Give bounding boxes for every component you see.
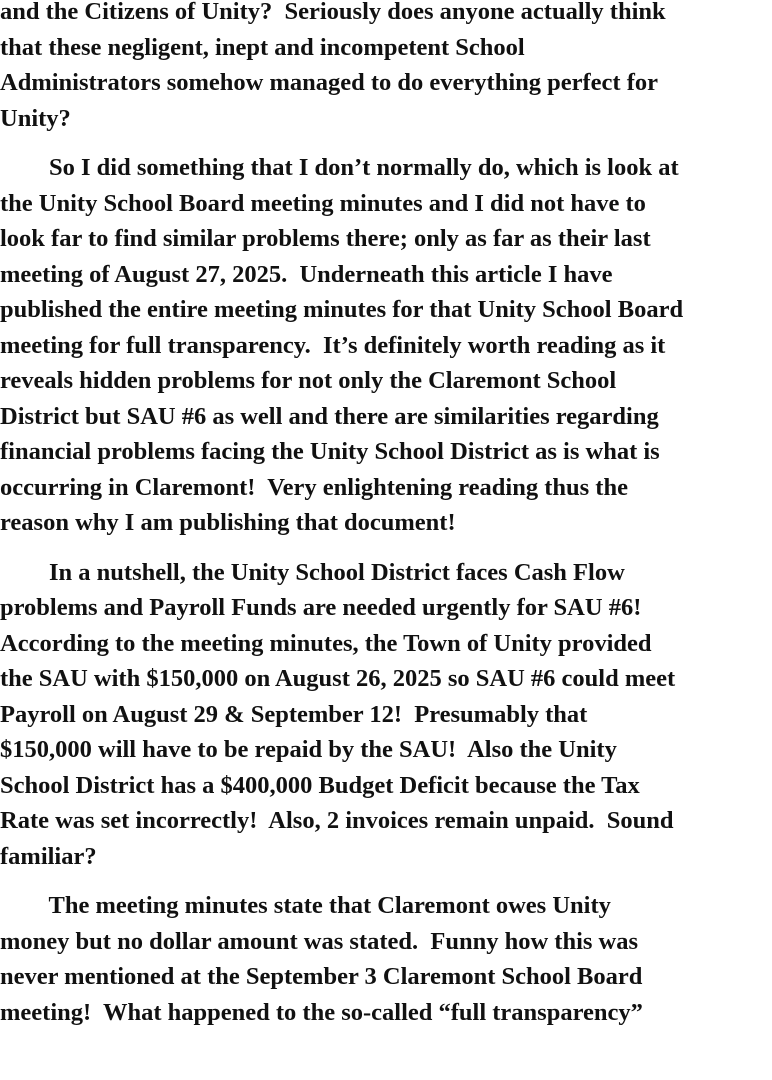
text-line: money but no dollar amount was stated. Funny how this was xyxy=(0,927,639,955)
text-line: occurring in Claremont! Very enlightening reading thus the xyxy=(0,473,628,501)
paragraph-1 xyxy=(0,0,772,136)
text-line: problems and Payroll Funds are needed urgently for SAU #6! xyxy=(0,594,642,621)
text-line: School District has a $400,000 Budget Deficit because the Tax xyxy=(0,771,640,799)
paragraph-3 xyxy=(0,555,772,875)
text-line: meeting! What happened to the so-called “full transparency” xyxy=(0,998,643,1026)
text-line: reason why I am publishing that document! xyxy=(0,509,456,536)
text-line: According to the meeting minutes, the Town of Unity provided xyxy=(0,629,652,657)
text-line: the SAU with $150,000 on August 26, 2025 so SAU #6 could meet xyxy=(0,665,676,692)
text-line: financial problems facing the Unity School District as is what is xyxy=(0,438,660,465)
text-line: Unity? xyxy=(0,104,71,132)
text-line: The meeting minutes state that Claremont owes Unity xyxy=(0,892,611,919)
text-line: In a nutshell, the Unity School District faces Cash Flow xyxy=(0,558,625,586)
paragraph-2 xyxy=(0,150,772,541)
paragraph-4 xyxy=(0,888,772,1030)
text-line: Payroll on August 29 & September 12! Presumably that xyxy=(0,700,588,728)
text-line: meeting for full transparency. It’s definitely worth reading as it xyxy=(0,331,666,359)
text-line: familiar? xyxy=(0,842,97,870)
paragraph-spacer xyxy=(0,541,772,555)
text-line: Rate was set incorrectly! Also, 2 invoices remain unpaid. Sound xyxy=(0,807,674,834)
text-line: never mentioned at the September 3 Claremont School Board xyxy=(0,963,643,990)
text-line: published the entire meeting minutes for that Unity School Board xyxy=(0,296,684,323)
paragraph-spacer xyxy=(0,136,772,150)
text-line: that these negligent, inept and incompetent School xyxy=(0,33,525,61)
text-line: Administrators somehow managed to do everything perfect for xyxy=(0,69,658,96)
text-line: and the Citizens of Unity? Seriously does anyone actually think xyxy=(0,0,666,25)
text-line: the Unity School Board meeting minutes and I did not have to xyxy=(0,189,646,217)
text-line: District but SAU #6 as well and there are similarities regarding xyxy=(0,402,659,430)
text-line: meeting of August 27, 2025. Underneath this article I have xyxy=(0,260,613,288)
text-line: So I did something that I don’t normally do, which is look at xyxy=(0,154,679,181)
text-line: $150,000 will have to be repaid by the SAU! Also the Unity xyxy=(0,736,617,763)
text-line: reveals hidden problems for not only the Claremont School xyxy=(0,367,617,394)
paragraph-spacer xyxy=(0,874,772,888)
text-line: look far to find similar problems there; only as far as their last xyxy=(0,225,651,252)
